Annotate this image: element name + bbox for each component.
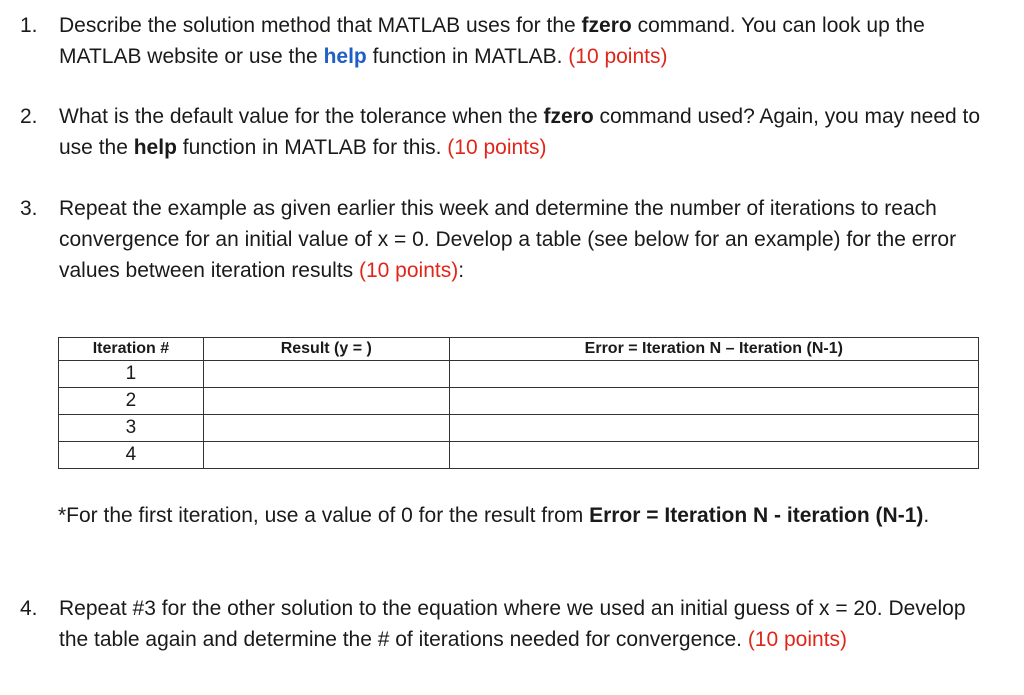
error-cell [449, 415, 978, 442]
text: command. You can look up the MATLAB website or use the [59, 14, 925, 68]
header-iteration: Iteration # [59, 338, 204, 361]
table-row [59, 361, 979, 388]
points-label: (10 points) [747, 628, 848, 651]
question-2 [20, 101, 1000, 163]
text: Repeat the example as given earlier this week and determine the number of iterations to reach convergence for an initial value of x = 0. Develop a table (see below for an example) for the error values between iteration results [59, 197, 957, 282]
question-number: 1. [20, 14, 38, 37]
result-cell [203, 415, 449, 442]
iteration-cell: 2 [59, 388, 204, 415]
question-1 [20, 10, 1000, 72]
text: What is the default value for the tolerance when the [59, 105, 544, 128]
bold-term: help [133, 136, 177, 159]
table-row [59, 442, 979, 469]
question-text [59, 593, 979, 655]
header-result: Result (y = ) [203, 338, 449, 361]
bold-term: fzero [543, 105, 594, 128]
error-cell [449, 361, 978, 388]
points-label: (10 points) [447, 136, 547, 159]
question-number: 4. [20, 597, 38, 620]
text: function in MATLAB for this. [176, 136, 448, 159]
text: *For the first iteration, use a value of 0 for the result from [58, 504, 590, 527]
iteration-cell: 4 [59, 442, 204, 469]
table-row [59, 388, 979, 415]
help-term: help [323, 45, 367, 68]
text: Repeat #3 for the other solution to the equation where we used an initial guess of x = 20. Develop the table again and determine the # of iterations needed for convergence. [59, 597, 966, 651]
question-number: 3. [20, 197, 38, 220]
result-cell [203, 361, 449, 388]
result-cell [203, 388, 449, 415]
header-error: Error = Iteration N – Iteration (N-1) [449, 338, 978, 361]
question-text [59, 101, 1000, 163]
text: command used? Again, you may need to use the [59, 105, 981, 159]
text: Describe the solution method that MATLAB uses for the [59, 14, 582, 37]
iteration-table [58, 337, 979, 469]
text: function in MATLAB. [366, 45, 569, 68]
question-3 [20, 193, 1000, 286]
bold-term: Error = Iteration N - iteration (N-1) [589, 504, 924, 527]
iteration-cell: 1 [59, 361, 204, 388]
question-4 [20, 593, 1000, 655]
text: : [458, 259, 465, 282]
text: . [923, 504, 930, 527]
question-number: 2. [20, 105, 38, 128]
error-cell [449, 388, 978, 415]
bold-term: fzero [581, 14, 632, 37]
error-cell [449, 442, 978, 469]
table-note [58, 500, 998, 531]
table-header-row [59, 338, 979, 361]
question-text [59, 10, 1000, 72]
result-cell [203, 442, 449, 469]
points-label: (10 points) [568, 45, 668, 68]
iteration-cell: 3 [59, 415, 204, 442]
question-text [59, 193, 979, 286]
table-row [59, 415, 979, 442]
points-label: (10 points) [359, 259, 459, 282]
